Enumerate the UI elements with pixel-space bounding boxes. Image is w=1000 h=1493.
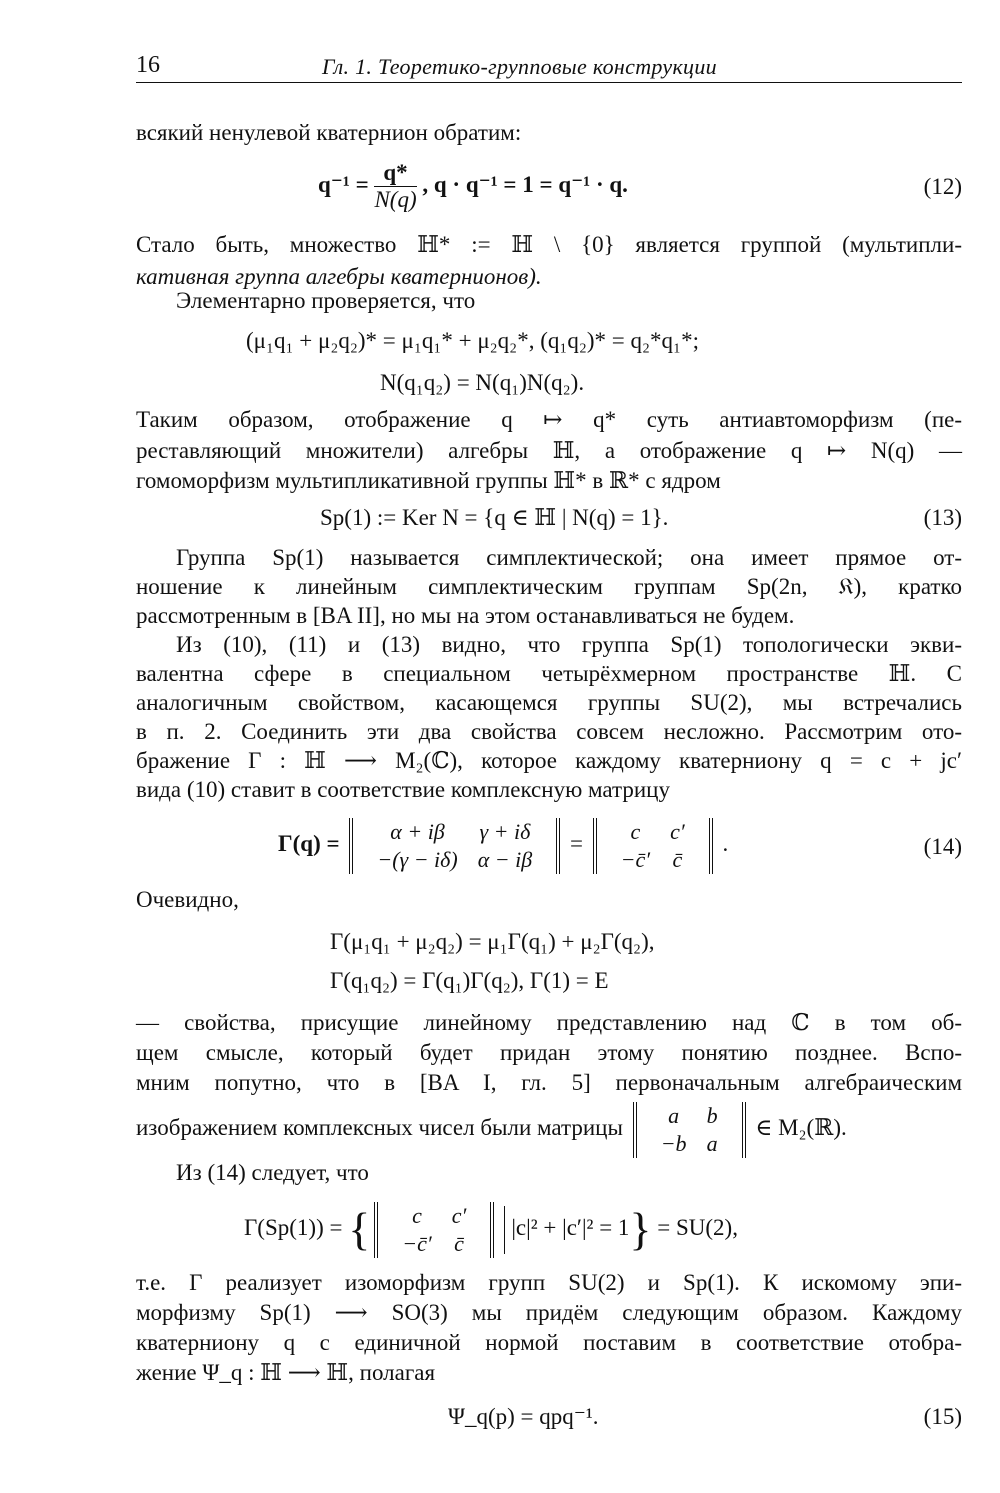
text-line: Элементарно проверяется, что — [176, 288, 476, 313]
right-brace: } — [629, 1203, 652, 1255]
equation-sp: Γ(Sp(1)) = { c c′ −c̄′ c̄ |c|² + |c′|² = 1} = SU(2), — [244, 1202, 738, 1256]
equation-gamma-2: Γ(q₁q₂) = Γ(q₁)Γ(q₂), Γ(1) = E — [330, 968, 609, 993]
text-line: реставляющий множители) алгебры ℍ, а отображение q ↦ N(q) — — [136, 438, 962, 463]
matrix-cell: c′ — [670, 818, 685, 844]
text-line: бражение Γ : ℍ ⟶ M₂(ℂ), которое каждому кватерниону q = c + jc′ — [136, 748, 962, 773]
text-line: т.е. Γ реализует изоморфизм групп SU(2) и Sp(1). К искомому эпи- — [136, 1270, 962, 1295]
matrix-cell: −c̄′ — [402, 1230, 432, 1256]
matrix-cell: −(γ − iδ) — [377, 846, 458, 872]
equation-gamma-1: Γ(μ₁q₁ + μ₂q₂) = μ₁Γ(q₁) + μ₂Γ(q₂), — [330, 929, 655, 954]
text-line: аналогичным свойством, касающемся группы SU(2), мы встречались — [136, 690, 962, 715]
equation-14: Γ(q) = α + iβ γ + iδ −(γ − iδ) α − iβ = c c′ −c̄′ c̄ . — [278, 818, 729, 872]
fraction: $\frac{q*}{N(q)}$ — [374, 160, 417, 212]
text-line: щем смысле, который будет придан этому понятию позднее. Вспо- — [136, 1040, 962, 1065]
running-head: Гл. 1. Теоретико-групповые конструкции — [322, 54, 717, 79]
matrix-cell: b — [706, 1102, 718, 1128]
matrix — [593, 818, 713, 874]
text-line: Таким образом, отображение q ↦ q* суть антиавтоморфизм (пе- — [136, 407, 962, 432]
equation-number: (15) — [923, 1404, 962, 1429]
matrix-cell: −b — [660, 1130, 687, 1156]
text-line: кватерниону q с единичной нормой поставим в соответствие отобра- — [136, 1330, 962, 1355]
set-separator — [504, 1206, 505, 1254]
matrix-cell: c̄ — [672, 846, 683, 872]
text-line: жение Ψ_q : ℍ ⟶ ℍ, полагая — [136, 1360, 436, 1385]
matrix-cell: c — [630, 818, 641, 844]
equation-star: (μ₁q₁ + μ₂q₂)* = μ₁q₁* + μ₂q₂*, (q₁q₂)* = q₂*q₁*; — [246, 328, 699, 353]
text-line: валентна сфере в специальном четырёхмерном пространстве ℍ. С — [136, 661, 962, 686]
text-line: ношение к линейным симплектическим группам Sp(2n, 𝔎), кратко — [136, 574, 962, 599]
matrix-cell: γ + iδ — [479, 818, 531, 844]
matrix-cell: α + iβ — [390, 818, 445, 844]
text-line: Стало быть, множество ℍ* := ℍ \ {0} является группой (мультипли- — [136, 232, 962, 257]
matrix-cell: c — [412, 1202, 422, 1228]
text-line: — свойства, присущие линейному представлению над ℂ в том об- — [136, 1010, 962, 1035]
text-line: в п. 2. Соединить эти два свойства совсем несложно. Рассмотрим ото- — [136, 719, 962, 744]
equation-13: Sp(1) := Ker N = {q ∈ ℍ | N(q) = 1}. — [320, 505, 669, 530]
page-header — [136, 52, 962, 83]
equation-15: Ψ_q(p) = qpq⁻¹. — [448, 1404, 599, 1429]
left-brace: { — [348, 1203, 371, 1255]
matrix-cell: c′ — [451, 1202, 467, 1228]
text-line: вида (10) ставит в соответствие комплексную матрицу — [136, 777, 670, 802]
page-number: 16 — [136, 52, 160, 78]
text-line: мним попутно, что в [BA I, гл. 5] первоначальным алгебраическим — [136, 1070, 962, 1095]
matrix — [633, 1102, 746, 1158]
matrix-cell: α − iβ — [477, 846, 533, 872]
equation-12: q⁻¹ = $\frac{q*}{N(q)}$ , q · q⁻¹ = 1 = q⁻¹ · q. — [318, 160, 628, 212]
matrix-cell: c̄ — [454, 1230, 464, 1256]
equation-number: (14) — [923, 834, 962, 859]
text-line: Очевидно, — [136, 887, 239, 912]
matrix — [374, 1202, 494, 1258]
matrix-cell: a — [706, 1130, 718, 1156]
text-line: Группа Sp(1) называется симплектической; она имеет прямое от- — [176, 545, 962, 570]
text-line: рассмотренным в [BA II], но мы на этом останавливаться не будем. — [136, 603, 795, 628]
matrix — [349, 818, 560, 874]
matrix-cell: a — [668, 1102, 680, 1128]
matrix-cell: −c̄′ — [620, 846, 651, 872]
text-line: Из (14) следует, что — [176, 1160, 369, 1185]
text-line: Из (10), (11) и (13) видно, что группа Sp(1) топологически экви- — [176, 632, 962, 657]
text-line-with-matrix: изображением комплексных чисел были матрицы a b −b a ∈ M₂(ℝ). — [136, 1102, 847, 1156]
equation-number: (13) — [923, 505, 962, 530]
text-line: кативная группа алгебры кватернионов). — [136, 264, 542, 289]
equation-norm: N(q₁q₂) = N(q₁)N(q₂). — [380, 370, 585, 395]
text-line: всякий ненулевой кватернион обратим: — [136, 120, 522, 145]
text-line: гомоморфизм мультипликативной группы ℍ* в ℝ* с ядром — [136, 468, 721, 493]
equation-number: (12) — [923, 174, 962, 199]
text-line: морфизму Sp(1) ⟶ SO(3) мы придём следующим образом. Каждому — [136, 1300, 962, 1325]
